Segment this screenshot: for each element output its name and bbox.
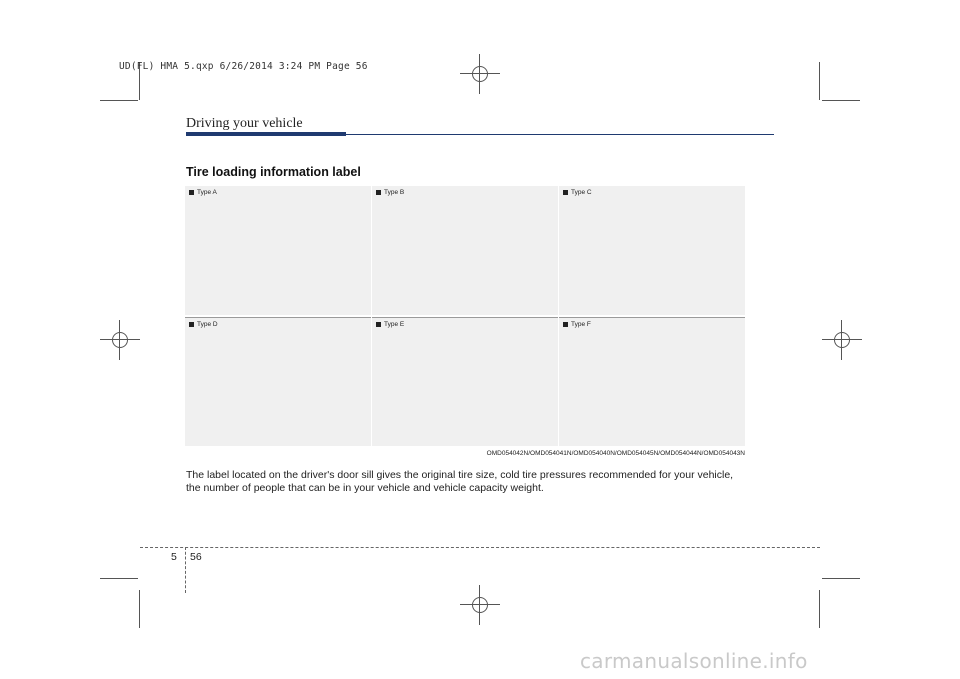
- figure-grid: [185, 186, 745, 446]
- header-rule-thick: [186, 132, 346, 136]
- figure-caption: OMD054042N/OMD054041N/OMD054040N/OMD054045N/OMD054044N/OMD054043N: [486, 450, 745, 457]
- figure-panel-a: [185, 186, 371, 315]
- crop-mark: [822, 578, 860, 579]
- registration-mark-left: [100, 320, 140, 360]
- page-number: 56: [190, 551, 202, 563]
- crop-mark: [819, 590, 820, 628]
- panel-label: Type B: [384, 189, 405, 196]
- bullet-square-icon: [376, 322, 381, 327]
- registration-mark-right: [822, 320, 862, 360]
- bullet-square-icon: [189, 322, 194, 327]
- footer-rule: [140, 547, 820, 548]
- print-slug: UD(FL) HMA 5.qxp 6/26/2014 3:24 PM Page 56: [119, 61, 368, 72]
- panel-label: Type E: [384, 321, 405, 328]
- crop-mark: [100, 100, 138, 101]
- crop-mark: [100, 578, 138, 579]
- footer-divider: [185, 547, 186, 593]
- section-title: Driving your vehicle: [186, 116, 303, 131]
- figure-panel-b: [372, 186, 558, 315]
- figure-panel-c: [559, 186, 745, 315]
- registration-mark-top: [460, 54, 500, 94]
- chapter-number: 5: [171, 551, 177, 563]
- panel-label: Type A: [197, 189, 217, 196]
- bullet-square-icon: [563, 190, 568, 195]
- crop-mark: [822, 100, 860, 101]
- panel-label: Type D: [197, 321, 218, 328]
- watermark: carmanualsonline.info: [580, 649, 808, 673]
- crop-mark: [139, 590, 140, 628]
- panel-label: Type C: [571, 189, 592, 196]
- registration-mark-bottom: [460, 585, 500, 625]
- bullet-square-icon: [189, 190, 194, 195]
- figure-panel-f: [559, 317, 745, 446]
- bullet-square-icon: [376, 190, 381, 195]
- figure-panel-d: [185, 317, 371, 446]
- body-paragraph: The label located on the driver's door sill gives the original tire size, cold tire pressures recommended for your vehicle, the number of people that can be in your vehicle and vehicle capacity weight.: [186, 469, 734, 494]
- bullet-square-icon: [563, 322, 568, 327]
- header-rule-thin: [346, 134, 774, 135]
- page-heading: Tire loading information label: [186, 165, 361, 179]
- panel-label: Type F: [571, 321, 591, 328]
- figure-panel-e: [372, 317, 558, 446]
- crop-mark: [819, 62, 820, 100]
